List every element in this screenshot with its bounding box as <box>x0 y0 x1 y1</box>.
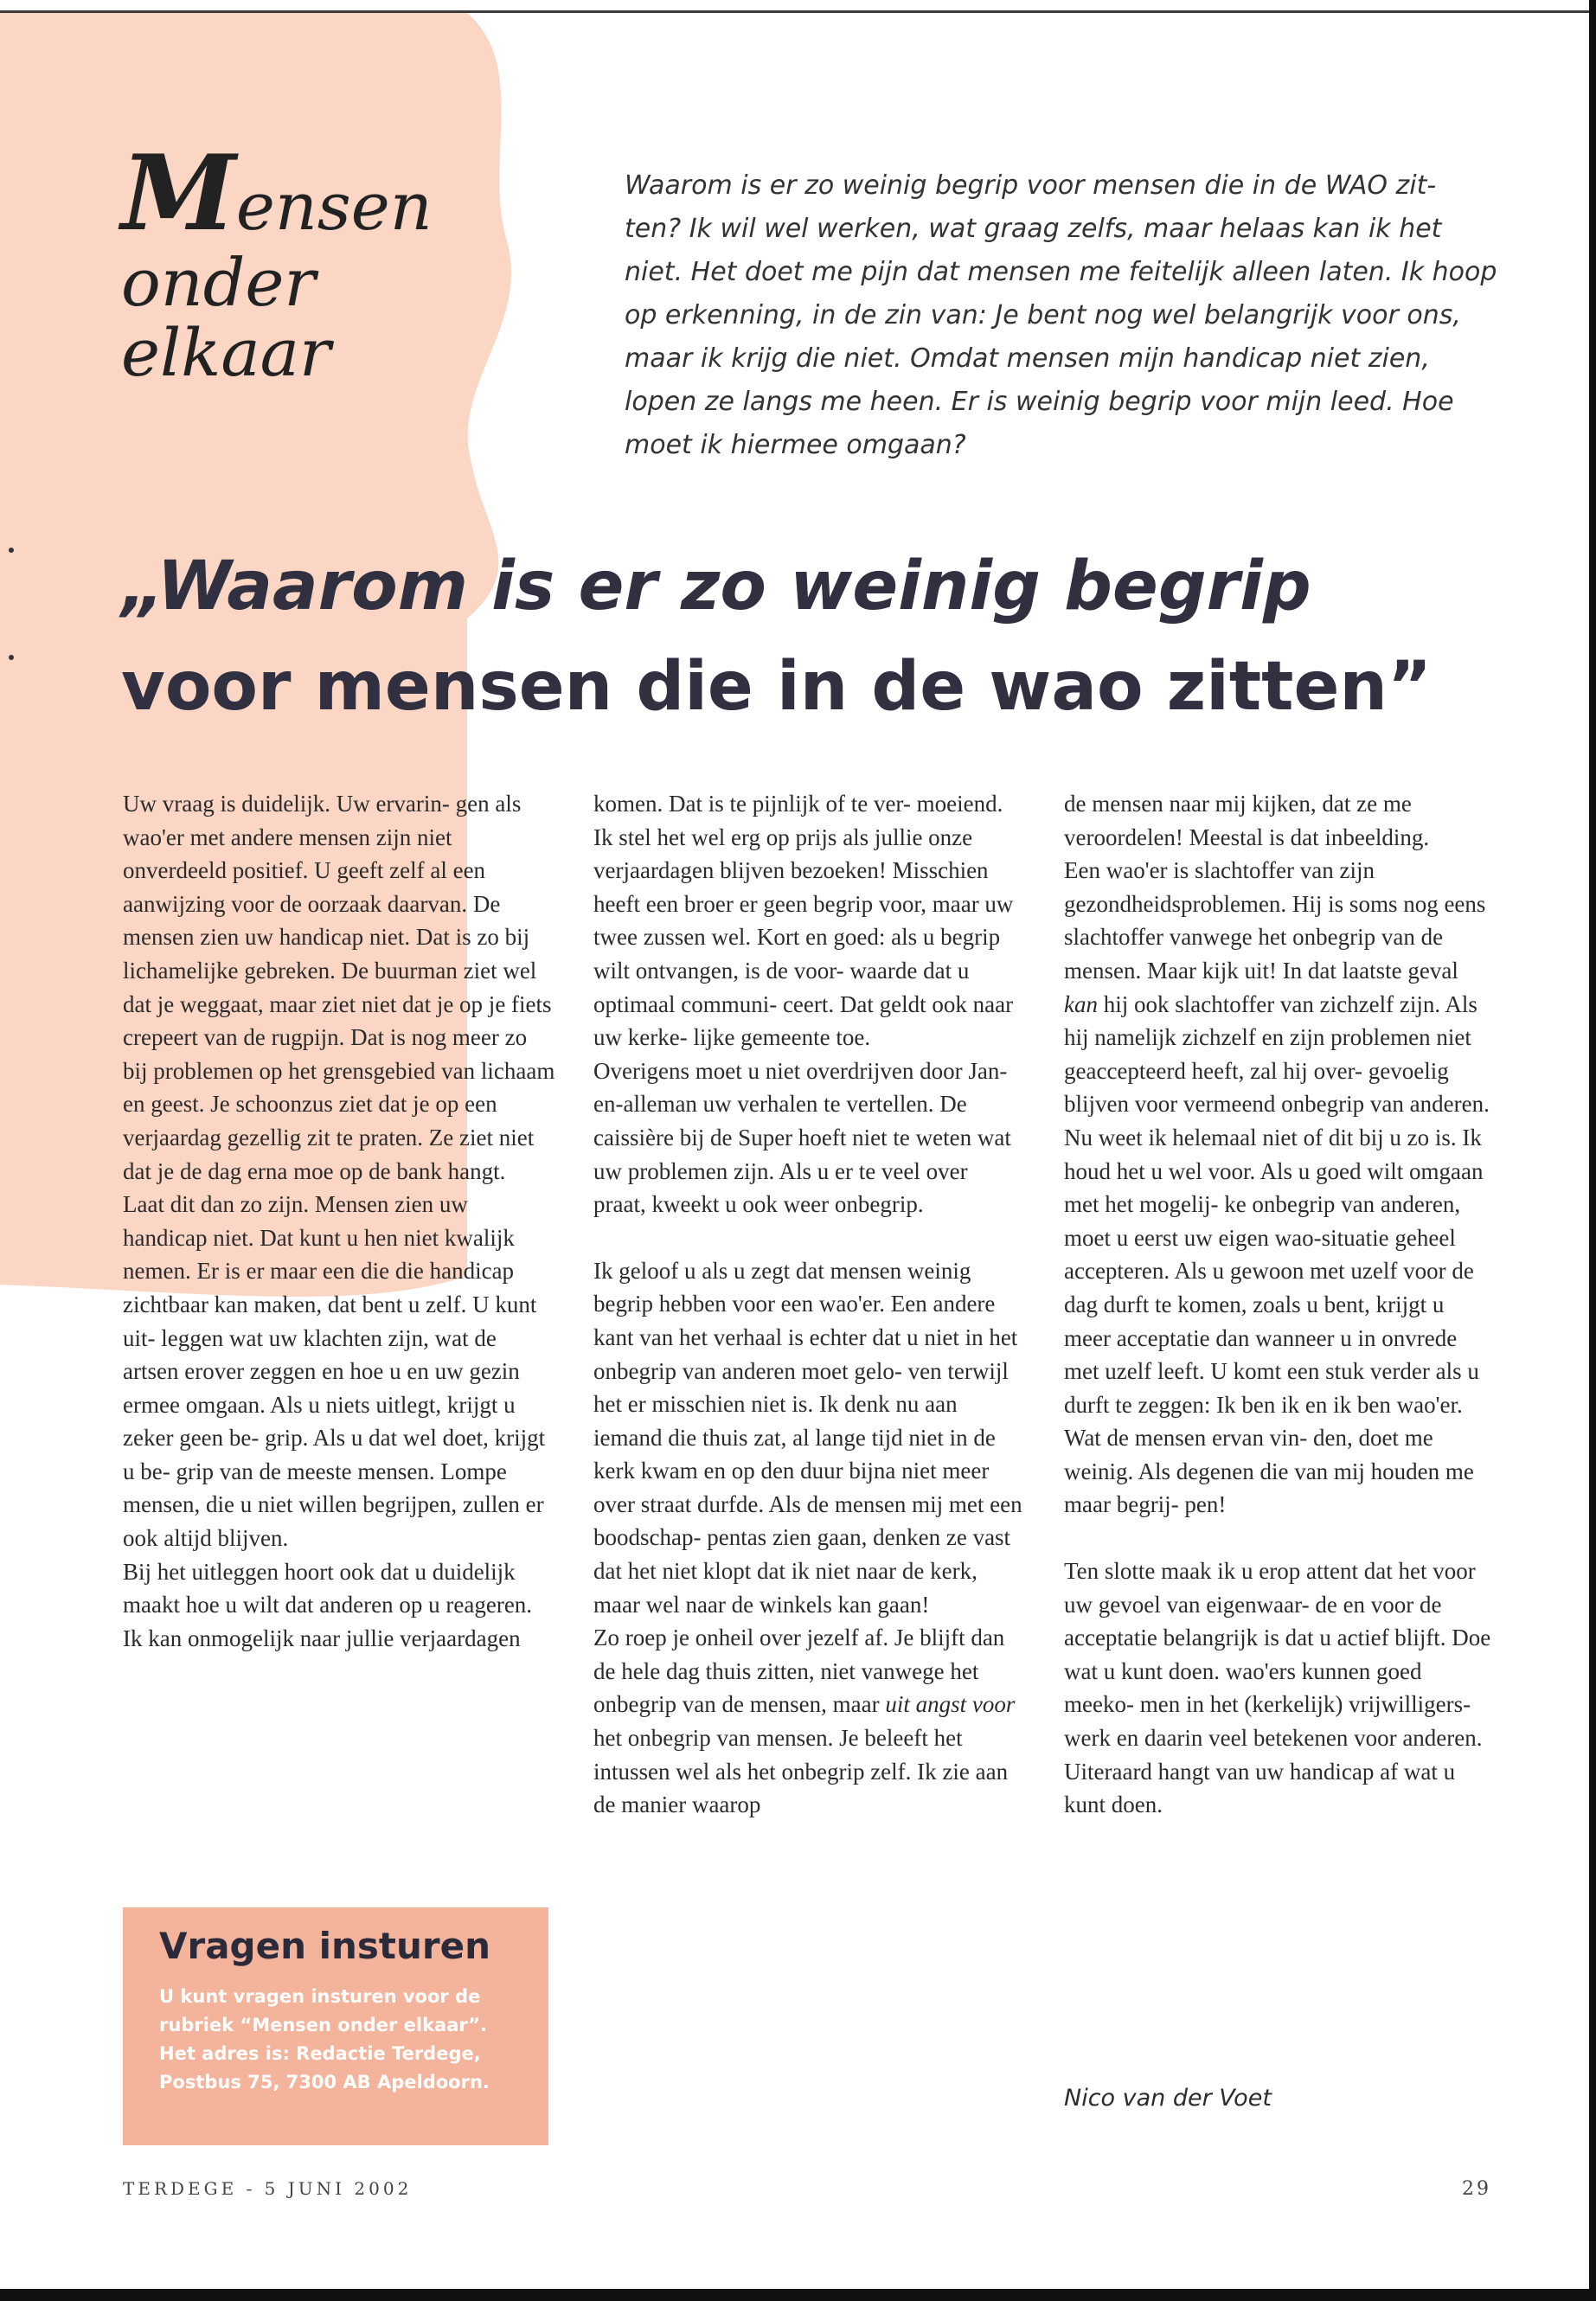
body-column-3 <box>1064 787 1497 1822</box>
paragraph: Ten slotte maak ik u erop attent dat het voor uw gevoel van eigenwaar- de en voor de acceptatie belangrijk is dat u actief blijft. Doe wat u kunt doen. wao'ers kunnen goed meeko- men in het (kerkelijk) vrijwilligers- werk en daarin veel betekenen voor anderen. Uiteraard hangt van uw handicap af wat u kunt doen. <box>1064 1558 1491 1818</box>
paragraph: de mensen naar mij kijken, dat ze me veroordelen! Meestal is dat inbeelding. <box>1064 791 1430 850</box>
column-title-line2: onder <box>121 244 316 322</box>
page-top-rule <box>0 10 1596 13</box>
paragraph: Nu weet ik helemaal niet of dit bij u zo is. Ik houd het u wel voor. Als u goed wilt omgaan met het mogelij- ke onbegrip van anderen, moet u eerst uw eigen wao-situatie geheel accepteren. Als u gewoon met uzelf voor de dag durft te komen, zoals u bent, krijgt u meer acceptatie dan wanneer u in onvrede met uzelf leeft. U komt een stuk verder als u durft te zeggen: Ik ben ik en ik ben wao'er. Wat de mensen ervan vin- den, doet me weinig. Als degenen die van mij houden me maar begrij- pen! <box>1064 1124 1484 1518</box>
scan-edge-bottom <box>0 2289 1596 2301</box>
scan-edge-right <box>1589 0 1596 2301</box>
paragraph-text: het onbegrip van mensen. Je beleeft het intussen wel als het onbegrip zelf. Ik zie aan de manier waarop <box>593 1725 1009 1818</box>
paragraph <box>1064 854 1497 1121</box>
paragraph: komen. Dat is te pijnlijk of te ver- moeiend. Ik stel het wel erg op prijs als jullie onze verjaardagen blijven bezoeken! Misschien heeft een broer er geen begrip voor, maar uw twee zussen wel. Kort en goed: als u begrip wilt ontvangen, is de voor- waarde dat u optimaal communi- ceert. Dat geldt ook naar uw kerke- lijke gemeente toe. <box>593 791 1014 1051</box>
paragraph-text: Een wao'er is slachtoffer van zijn gezondheidsproblemen. Hij is soms nog eens slachtoffer vanwege het onbegrip van de mensen. Maar kijk uit! In dat laatste geval <box>1064 857 1486 984</box>
paragraph: Overigens moet u niet overdrijven door Jan-en-alleman uw verhalen te vertellen. De caissière bij de Super hoeft niet te weten wat uw problemen zijn. Als u er te veel over praat, kweekt u ook weer onbegrip. <box>593 1057 1011 1218</box>
column-title-cap: M <box>121 132 236 254</box>
box-text: U kunt vragen insturen voor de rubriek “Mensen onder elkaar”. Het adres is: Redactie Terdege, Postbus 75, 7300 AB Apeldoorn. <box>159 1986 490 2093</box>
paragraph-text: Zo roep je onheil over jezelf af. Je blijft dan de hele dag thuis zitten, niet vanwege het onbegrip van de mensen, maar <box>593 1625 1005 1718</box>
paragraph <box>593 1621 1026 1822</box>
paragraph: Bij het uitleggen hoort ook dat u duidelijk maakt hoe u wilt dat anderen op u reageren. Ik kan onmogelijk naar jullie verjaardagen <box>123 1558 533 1651</box>
submit-questions-box <box>123 1907 548 2145</box>
paragraph: Uw vraag is duidelijk. Uw ervarin- gen als wao'er met andere mensen zijn niet onverdeeld positief. U geeft zelf al een aanwijzing voor de oorzaak daarvan. De mensen zien uw handicap niet. Dat is zo bij lichamelijke gebreken. De buurman ziet wel dat je weggaat, maar ziet niet dat je op je fiets crepeert van de rugpijn. Dat is nog meer zo bij problemen op het grensgebied van lichaam en geest. Je schoonzus ziet dat je op een verjaardag gezellig zit te praten. Ze ziet niet dat je de dag erna moe op de bank hangt. <box>123 791 555 1184</box>
reader-question: Waarom is er zo weinig begrip voor mensen die in de WAO zit- ten? Ik wil wel werken, wat graag zelfs, maar helaas kan ik het niet. Het doet me pijn dat mensen me feitelijk alleen laten. Ik hoop op erkenning, in de zin van: Je bent nog wel belangrijk voor ons, maar ik krijg die niet. Omdat mensen mijn handicap niet zien, lopen ze langs me heen. Er is weinig begrip voor mijn leed. Hoe moet ik hiermee omgaan? <box>625 170 1497 460</box>
paragraph: Ik geloof u als u zegt dat mensen weinig begrip hebben voor een wao'er. Een andere kant van het verhaal is echter dat u niet in het onbegrip van anderen moet gelo- ven terwijl het er misschien niet is. Ik denk nu aan iemand die thuis zat, al lange tijd niet in de kerk kwam en op den duur bijna niet meer over straat durfde. Als de mensen mij met een boodschap- pentas zien gaan, denken ze vast dat het niet klopt dat ik niet naar de kerk, maar wel naar de winkels kan gaan! <box>593 1257 1022 1618</box>
body-column-1 <box>123 787 555 1655</box>
author-signature: Nico van der Voet <box>1064 2085 1272 2112</box>
article-headline <box>121 536 1505 737</box>
margin-dot <box>9 655 14 660</box>
emphasis-text: kan <box>1064 990 1098 1017</box>
headline-line1: „Waarom is er zo weinig begrip <box>121 548 1311 625</box>
column-title-line3: elkaar <box>121 313 331 391</box>
column-title <box>121 132 493 391</box>
body-column-2 <box>593 787 1026 1822</box>
margin-dot <box>9 548 14 553</box>
magazine-footer: TERDEGE - 5 JUNI 2002 <box>123 2178 413 2199</box>
paragraph-text: hij ook slachtoffer van zichzelf zijn. Als hij namelijk zichzelf en zijn problemen niet geaccepteerd heeft, zal hij over- gevoelig blijven voor vermeend onbegrip van anderen. <box>1064 990 1490 1118</box>
emphasis-text: uit angst voor <box>885 1691 1016 1718</box>
box-title: Vragen insturen <box>159 1925 491 1967</box>
paragraph: Laat dit dan zo zijn. Mensen zien uw handicap niet. Dat kunt u hen niet kwalijk nemen. Er is er maar een die die handicap zichtbaar kan maken, dat bent u zelf. U kunt uit- leggen wat uw klachten zijn, wat de artsen erover zeggen en hoe u en uw gezin ermee omgaan. Als u niets uitlegt, krijgt u zeker geen be- grip. Als u dat wel doet, krijgt u be- grip van de meeste mensen. Lompe mensen, die u niet willen begrijpen, zullen er ook altijd blijven. <box>123 1191 546 1552</box>
headline-line2: voor mensen die in de wao zitten” <box>121 648 1433 726</box>
column-title-line1: ensen <box>235 168 433 245</box>
page-number: 29 <box>1462 2178 1491 2200</box>
